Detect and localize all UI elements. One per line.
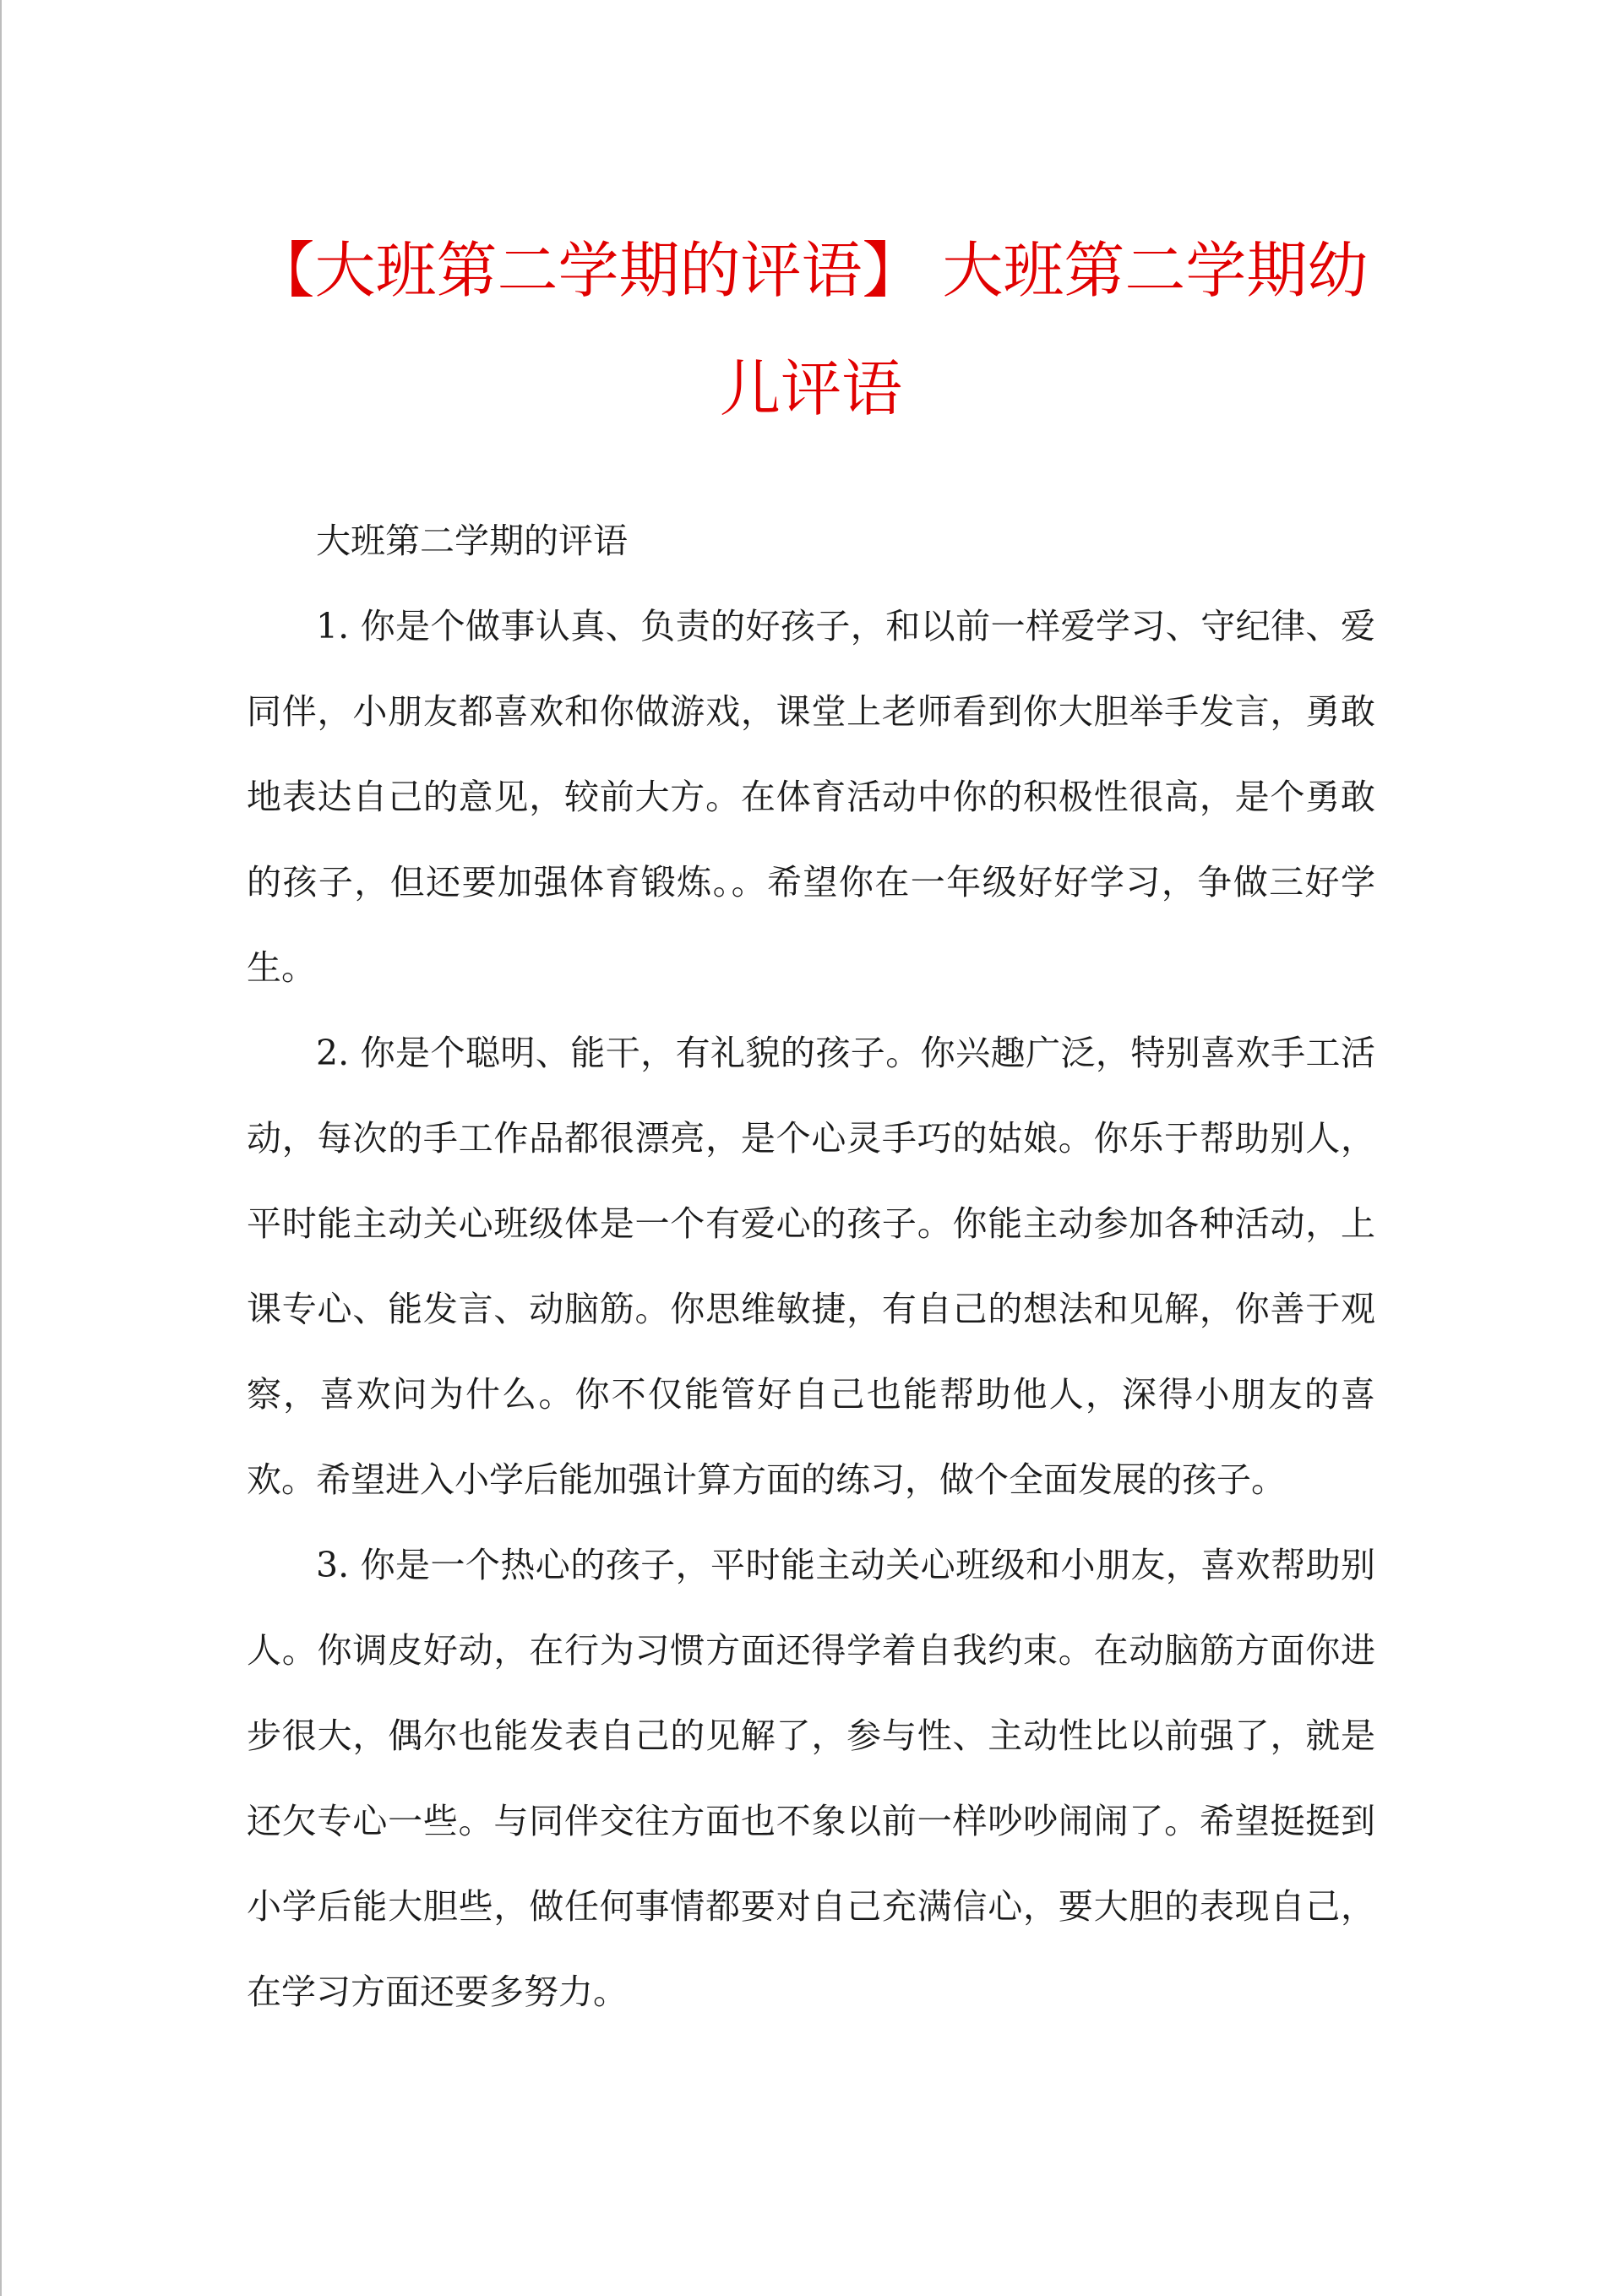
paragraph-2: 2. 你是个聪明、能干，有礼貌的孩子。你兴趣广泛，特别喜欢手工活动，每次的手工作品都很漂亮，是个心灵手巧的姑娘。你乐于帮助别人，平时能主动关心班级体是一个有爱心的孩子。你能主动参加各种活动，上课专心、能发言、动脑筋。你思维敏捷，有自己的想法和见解，你善于观察，喜欢问为什么。你不仅能管好自己也能帮助他人，深得小朋友的喜欢。希望进入小学后能加强计算方面的练习，做个全面发展的孩子。 — [247, 1033, 1375, 1500]
paragraph-3: 3. 你是一个热心的孩子，平时能主动关心班级和小朋友，喜欢帮助别人。你调皮好动，在行为习惯方面还得学着自我约束。在动脑筋方面你进步很大，偶尔也能发表自己的见解了，参与性、主动性比以前强了，就是还欠专心一些。与同伴交往方面也不象以前一样吵吵闹闹了。希望挺挺到小学后能大胆些，做任何事情都要对自己充满信心，要大胆的表现自己，在学习方面还要多努力。 — [247, 1545, 1375, 2012]
page-border — [0, 0, 2, 2296]
document-title: 【大班第二学期的评语】 大班第二学期幼儿评语 — [253, 235, 1369, 424]
document-body — [247, 499, 1375, 2035]
paragraph-1: 1. 你是个做事认真、负责的好孩子，和以前一样爱学习、守纪律、爱同伴，小朋友都喜欢和你做游戏，课堂上老师看到你大胆举手发言，勇敢地表达自己的意见，较前大方。在体育活动中你的积极性很高，是个勇敢的孩子，但还要加强体育锻炼。。希望你在一年级好好学习，争做三好学生。 — [247, 606, 1375, 988]
section-subtitle: 大班第二学期的评语 — [316, 521, 628, 561]
